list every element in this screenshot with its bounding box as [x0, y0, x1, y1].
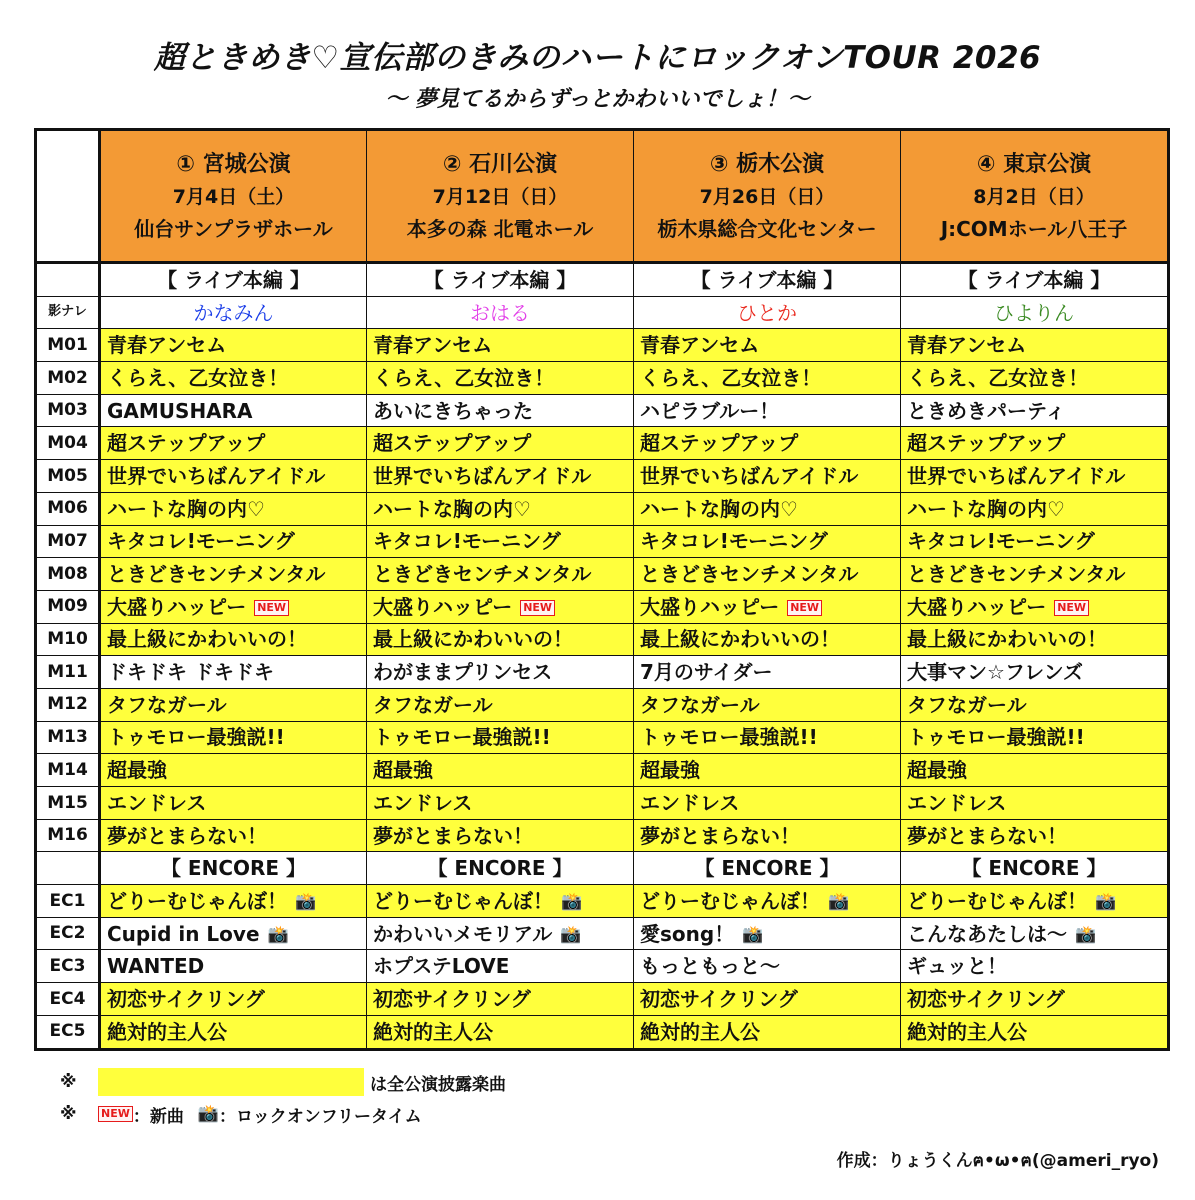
page-subtitle: 〜 夢見てるからずっとかわいいでしょ！〜: [385, 87, 810, 112]
song-cell: [367, 885, 634, 918]
camera-icon: 📸: [295, 892, 317, 913]
song-cell: [901, 394, 1169, 427]
section-label-cell: [36, 852, 100, 885]
song-title: ハートな胸の内♡: [640, 496, 798, 521]
narrator-name: ひよりん: [901, 296, 1169, 329]
setlist-row: [36, 558, 1169, 591]
setlist-row: [36, 950, 1169, 983]
song-number: M15: [36, 787, 100, 820]
song-cell: [901, 688, 1169, 721]
setlist-row: [36, 394, 1169, 427]
song-title: 大盛りハッピー: [107, 594, 247, 619]
song-title: ホプステLOVE: [373, 954, 510, 979]
section-header: 【 ENCORE 】: [100, 852, 367, 885]
song-title: 初恋サイクリング: [373, 986, 531, 1011]
song-cell: [634, 754, 901, 787]
song-title: 初恋サイクリング: [640, 986, 798, 1011]
section-row: [36, 263, 1169, 297]
song-title: くらえ、乙女泣き！: [373, 365, 555, 390]
song-title: エンドレス: [373, 790, 473, 815]
song-number: EC4: [36, 983, 100, 1016]
song-cell: [901, 885, 1169, 918]
song-title: 絶対的主人公: [907, 1019, 1027, 1044]
song-cell: [367, 492, 634, 525]
song-cell: [901, 787, 1169, 820]
concert-name: ③ 栃木公演: [709, 152, 825, 178]
song-cell: [901, 460, 1169, 493]
setlist-row: [36, 492, 1169, 525]
section-header: 【 ENCORE 】: [367, 852, 634, 885]
concert-venue: 本多の森 北電ホール: [406, 216, 594, 241]
new-badge-icon: NEW: [520, 600, 555, 616]
song-number: M12: [36, 688, 100, 721]
song-title: キタコレ!モーニング: [640, 529, 828, 554]
song-title: 世界でいちばんアイドル: [107, 463, 326, 488]
song-title: 青春アンセム: [640, 333, 760, 358]
new-badge-icon: NEW: [787, 600, 822, 616]
song-title: キタコレ!モーニング: [907, 529, 1095, 554]
narrator-name: かなみん: [100, 296, 367, 329]
song-cell: [100, 885, 367, 918]
song-cell: [367, 329, 634, 362]
song-number: EC2: [36, 917, 100, 950]
song-number: M14: [36, 754, 100, 787]
song-cell: [367, 819, 634, 852]
song-cell: [901, 623, 1169, 656]
song-title: 世界でいちばんアイドル: [373, 463, 592, 488]
song-cell: [100, 819, 367, 852]
song-title: GAMUSHARA: [107, 398, 253, 423]
song-title: ハートな胸の内♡: [907, 496, 1065, 521]
camera-icon: 📸: [560, 924, 582, 945]
song-title: 超最強: [640, 758, 700, 783]
new-badge-icon: NEW: [254, 600, 289, 616]
song-cell: [367, 917, 634, 950]
song-title: どりーむじゃんぼ！: [640, 888, 820, 913]
song-title: 絶対的主人公: [640, 1019, 760, 1044]
song-title: ハートな胸の内♡: [373, 496, 531, 521]
camera-icon: 📸: [1075, 924, 1097, 945]
song-cell: [634, 983, 901, 1016]
song-number: M04: [36, 427, 100, 460]
song-cell: [100, 917, 367, 950]
song-cell: [634, 819, 901, 852]
concert-name: ① 宮城公演: [176, 152, 291, 178]
setlist-row: [36, 329, 1169, 362]
song-cell: [901, 492, 1169, 525]
song-cell: [901, 427, 1169, 460]
song-cell: [367, 787, 634, 820]
song-number: EC5: [36, 1015, 100, 1049]
song-cell: [100, 558, 367, 591]
concert-venue: 仙台サンプラザホール: [134, 216, 333, 241]
song-cell: [100, 950, 367, 983]
song-title: くらえ、乙女泣き！: [107, 365, 289, 390]
camera-icon: 📸: [197, 1104, 220, 1124]
note-mark: ※: [60, 1072, 77, 1092]
song-title: もっともっと〜: [640, 954, 780, 979]
song-cell: [367, 754, 634, 787]
song-cell: [901, 525, 1169, 558]
song-cell: [901, 983, 1169, 1016]
narration-row: [36, 296, 1169, 329]
song-title: WANTED: [107, 954, 205, 979]
setlist-row: [36, 623, 1169, 656]
song-title: トゥモロー最強説!!: [907, 725, 1085, 750]
camera-icon: 📸: [1095, 892, 1117, 913]
setlist-table: [34, 128, 1170, 1051]
song-cell: [367, 460, 634, 493]
song-title: 超ステップアップ: [907, 431, 1066, 456]
song-title: くらえ、乙女泣き！: [640, 365, 822, 390]
song-title: ときどきセンチメンタル: [640, 562, 859, 587]
song-cell: [367, 721, 634, 754]
narration-label: 影ナレ: [36, 296, 100, 329]
song-cell: [901, 721, 1169, 754]
song-title: ドキドキ ドキドキ: [107, 660, 274, 685]
song-title: 世界でいちばんアイドル: [640, 463, 859, 488]
song-title: 超最強: [107, 758, 167, 783]
song-cell: [367, 362, 634, 395]
setlist-row: [36, 460, 1169, 493]
song-cell: [100, 329, 367, 362]
song-title: 絶対的主人公: [107, 1019, 227, 1044]
song-title: 大盛りハッピー: [373, 594, 513, 619]
song-title: どりーむじゃんぼ！: [107, 888, 287, 913]
song-number: M03: [36, 394, 100, 427]
song-title: 7月のサイダー: [640, 660, 773, 685]
song-title: エンドレス: [640, 790, 740, 815]
concert-date: 8月2日（日）: [973, 186, 1095, 209]
song-cell: [367, 427, 634, 460]
song-title: 愛song！: [640, 921, 735, 946]
song-cell: [634, 492, 901, 525]
setlist-row: [36, 1015, 1169, 1049]
song-cell: [634, 558, 901, 591]
song-cell: [901, 329, 1169, 362]
concert-header: [901, 130, 1169, 263]
setlist-row: [36, 787, 1169, 820]
concert-venue: 栃木県総合文化センター: [657, 216, 877, 241]
song-number: M07: [36, 525, 100, 558]
concert-date: 7月26日（日）: [699, 186, 835, 209]
section-header: 【 ライブ本編 】: [901, 263, 1169, 297]
camera-icon: 📸: [828, 892, 850, 913]
song-cell: [634, 329, 901, 362]
section-label-cell: [36, 263, 100, 297]
setlist-row: [36, 754, 1169, 787]
song-title: 超ステップアップ: [107, 431, 266, 456]
section-header: 【 ライブ本編 】: [100, 263, 367, 297]
song-cell: [634, 525, 901, 558]
song-cell: [100, 362, 367, 395]
song-title: 青春アンセム: [107, 333, 227, 358]
concert-header-row: [36, 130, 1169, 263]
camera-icon: 📸: [742, 924, 764, 945]
song-cell: [100, 721, 367, 754]
song-title: 最上級にかわいいの！: [907, 627, 1107, 652]
song-number: M16: [36, 819, 100, 852]
song-cell: [100, 656, 367, 689]
song-cell: [901, 558, 1169, 591]
song-title: トゥモロー最強説!!: [373, 725, 551, 750]
song-cell: [100, 787, 367, 820]
setlist-row: [36, 525, 1169, 558]
song-title: ときめきパーティ: [907, 398, 1066, 423]
setlist-row: [36, 819, 1169, 852]
song-cell: [901, 1015, 1169, 1049]
legend-text: は全公演披露楽曲: [370, 1074, 506, 1095]
setlist-row: [36, 721, 1169, 754]
section-row: [36, 852, 1169, 885]
camera-icon: 📸: [561, 892, 583, 913]
song-title: キタコレ!モーニング: [107, 529, 295, 554]
song-cell: [634, 656, 901, 689]
song-number: EC3: [36, 950, 100, 983]
song-title: 夢がとまらない！: [107, 823, 267, 848]
song-cell: [367, 394, 634, 427]
song-title: タフなガール: [373, 692, 493, 717]
narrator-name: おはる: [367, 296, 634, 329]
song-title: 青春アンセム: [373, 333, 493, 358]
song-cell: [367, 525, 634, 558]
song-title: どりーむじゃんぼ！: [373, 888, 553, 913]
song-title: タフなガール: [640, 692, 760, 717]
section-header: 【 ENCORE 】: [634, 852, 901, 885]
page-title: 超ときめき♡宣伝部のきみのハートにロックオンTOUR 2026: [153, 40, 1042, 76]
song-number: EC1: [36, 885, 100, 918]
song-cell: [100, 492, 367, 525]
credit: 作成：りょうくんฅ•ω•ฅ(@ameri_ryo): [836, 1151, 1159, 1171]
setlist-row: [36, 885, 1169, 918]
song-cell: [100, 590, 367, 623]
legend-swatch: [98, 1068, 364, 1096]
song-cell: [634, 688, 901, 721]
song-title: ギュッと！: [907, 954, 1007, 979]
song-title: トゥモロー最強説!!: [640, 725, 818, 750]
song-cell: [367, 983, 634, 1016]
camera-icon: 📸: [267, 924, 289, 945]
song-cell: [634, 590, 901, 623]
song-cell: [100, 460, 367, 493]
song-title: 最上級にかわいいの！: [373, 627, 573, 652]
song-cell: [901, 656, 1169, 689]
song-title: こんなあたしは〜: [907, 921, 1067, 946]
song-cell: [634, 623, 901, 656]
song-title: あいにきちゃった: [373, 398, 533, 423]
song-cell: [634, 460, 901, 493]
song-title: 最上級にかわいいの！: [640, 627, 840, 652]
song-title: どりーむじゃんぼ！: [907, 888, 1087, 913]
song-cell: [901, 950, 1169, 983]
setlist-row: [36, 362, 1169, 395]
section-header: 【 ライブ本編 】: [634, 263, 901, 297]
song-cell: [367, 950, 634, 983]
song-cell: [100, 1015, 367, 1049]
song-cell: [367, 1015, 634, 1049]
song-number: M06: [36, 492, 100, 525]
song-number: M11: [36, 656, 100, 689]
song-number: M08: [36, 558, 100, 591]
concert-venue: J:COMホール八王子: [940, 216, 1128, 241]
song-cell: [634, 721, 901, 754]
song-number: M02: [36, 362, 100, 395]
note-badges: [60, 1098, 506, 1130]
song-title: タフなガール: [907, 692, 1027, 717]
song-title: タフなガール: [107, 692, 227, 717]
corner-cell: [36, 130, 100, 263]
song-cell: [634, 394, 901, 427]
song-title: 超最強: [373, 758, 433, 783]
song-cell: [100, 525, 367, 558]
song-cell: [100, 754, 367, 787]
section-header: 【 ENCORE 】: [901, 852, 1169, 885]
setlist-row: [36, 656, 1169, 689]
concert-name: ② 石川公演: [442, 152, 558, 178]
song-title: 青春アンセム: [907, 333, 1027, 358]
song-number: M13: [36, 721, 100, 754]
concert-header: [367, 130, 634, 263]
section-header: 【 ライブ本編 】: [367, 263, 634, 297]
song-number: M09: [36, 590, 100, 623]
song-title: ときどきセンチメンタル: [907, 562, 1126, 587]
song-cell: [367, 558, 634, 591]
concert-date: 7月4日（土）: [172, 186, 295, 209]
song-title: 夢がとまらない！: [373, 823, 533, 848]
song-cell: [100, 623, 367, 656]
song-title: トゥモロー最強説!!: [107, 725, 285, 750]
new-badge-text: ：新曲: [132, 1106, 184, 1127]
song-title: ハートな胸の内♡: [107, 496, 265, 521]
setlist-row: [36, 983, 1169, 1016]
new-badge-icon: NEW: [98, 1106, 133, 1122]
song-title: エンドレス: [907, 790, 1007, 815]
song-cell: [901, 917, 1169, 950]
setlist-row: [36, 590, 1169, 623]
camera-text: ：ロックオンフリータイム: [219, 1106, 422, 1127]
song-cell: [100, 427, 367, 460]
note-mark: ※: [60, 1104, 77, 1124]
song-cell: [100, 983, 367, 1016]
concert-name: ④ 東京公演: [976, 152, 1092, 178]
song-cell: [901, 819, 1169, 852]
song-cell: [367, 656, 634, 689]
concert-date: 7月12日（日）: [432, 186, 568, 209]
song-title: 最上級にかわいいの！: [107, 627, 307, 652]
song-number: M05: [36, 460, 100, 493]
song-cell: [100, 688, 367, 721]
narrator-name: ひとか: [634, 296, 901, 329]
song-title: キタコレ!モーニング: [373, 529, 561, 554]
song-title: かわいいメモリアル: [373, 921, 553, 946]
song-title: 超ステップアップ: [640, 431, 799, 456]
song-number: M01: [36, 329, 100, 362]
concert-header: [634, 130, 901, 263]
song-cell: [100, 394, 367, 427]
song-title: 大盛りハッピー: [640, 594, 780, 619]
song-title: ときどきセンチメンタル: [373, 562, 592, 587]
song-title: 絶対的主人公: [373, 1019, 493, 1044]
song-title: Cupid in Love: [107, 921, 260, 946]
new-badge-icon: NEW: [1054, 600, 1089, 616]
song-cell: [367, 623, 634, 656]
song-title: 世界でいちばんアイドル: [907, 463, 1126, 488]
song-cell: [634, 917, 901, 950]
setlist-row: [36, 427, 1169, 460]
song-title: 大事マン☆フレンズ: [907, 660, 1084, 685]
song-title: 夢がとまらない！: [640, 823, 800, 848]
song-title: 初恋サイクリング: [907, 986, 1065, 1011]
song-cell: [367, 688, 634, 721]
song-cell: [634, 787, 901, 820]
setlist-row: [36, 917, 1169, 950]
setlist-row: [36, 688, 1169, 721]
song-title: 超ステップアップ: [373, 431, 532, 456]
song-cell: [367, 590, 634, 623]
song-cell: [634, 427, 901, 460]
song-title: 超最強: [907, 758, 967, 783]
song-title: ときどきセンチメンタル: [107, 562, 326, 587]
song-cell: [634, 362, 901, 395]
song-cell: [634, 950, 901, 983]
song-title: エンドレス: [107, 790, 207, 815]
song-title: 夢がとまらない！: [907, 823, 1067, 848]
song-title: ハピラブルー！: [640, 398, 780, 423]
song-cell: [901, 590, 1169, 623]
song-cell: [901, 362, 1169, 395]
song-title: 初恋サイクリング: [107, 986, 265, 1011]
note-common: [60, 1066, 506, 1098]
concert-header: [100, 130, 367, 263]
song-title: 大盛りハッピー: [907, 594, 1047, 619]
song-title: わがままプリンセス: [373, 660, 553, 685]
song-cell: [634, 1015, 901, 1049]
song-cell: [901, 754, 1169, 787]
song-cell: [634, 885, 901, 918]
song-number: M10: [36, 623, 100, 656]
notes: [60, 1066, 506, 1130]
song-title: くらえ、乙女泣き！: [907, 365, 1089, 390]
